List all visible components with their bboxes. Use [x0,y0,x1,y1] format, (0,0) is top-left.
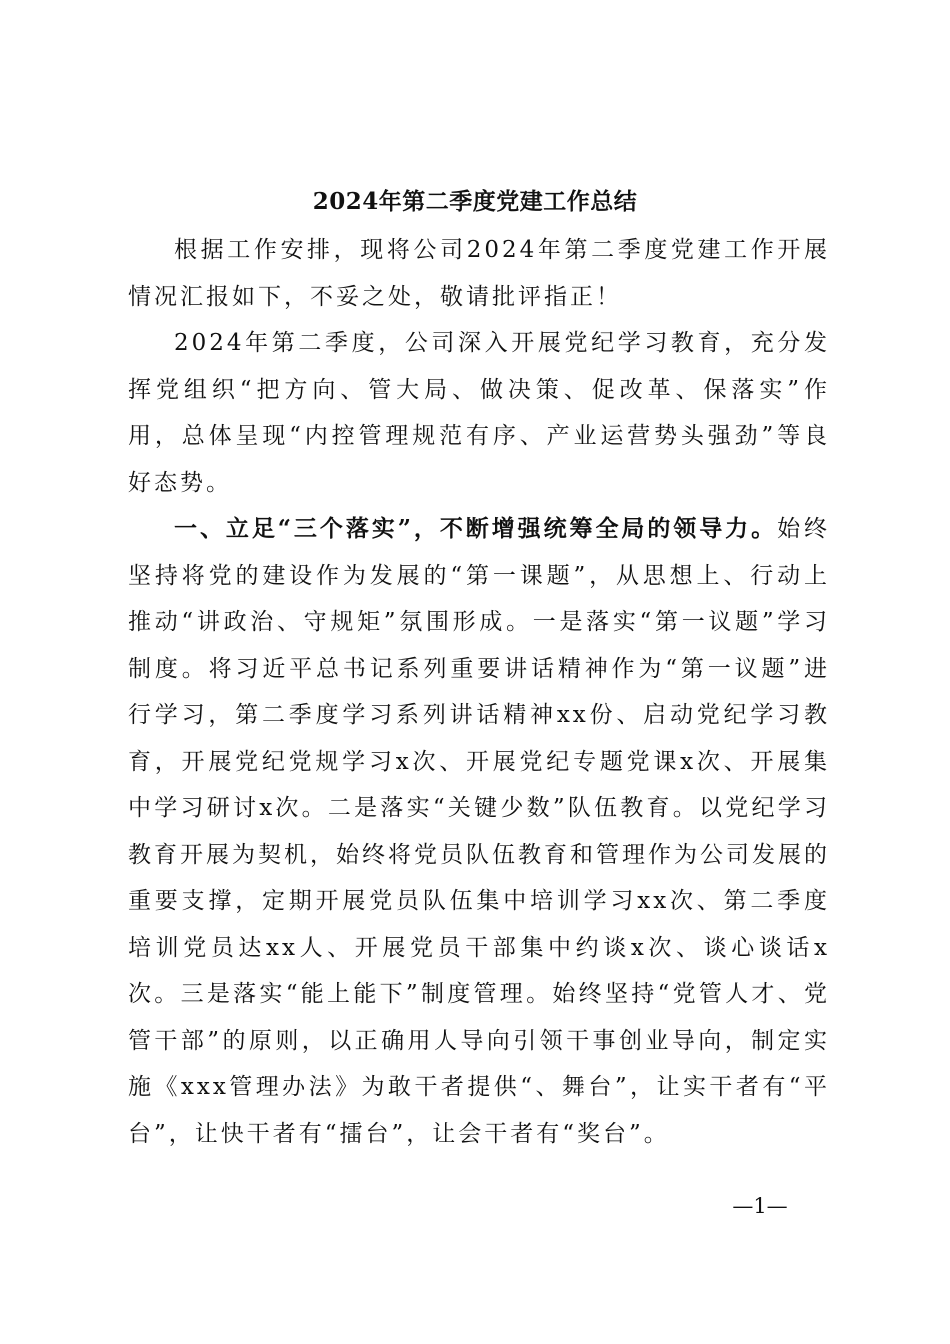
section-one [128,506,830,1157]
overview-paragraph-block [128,320,830,506]
page-number: —1— [732,1194,788,1218]
section-one-heading: 一、立足“三个落实”，不断增强统筹全局的领导力。 [174,515,778,542]
section-one-body: 始终坚持将党的建设作为发展的“第一课题”，从思想上、行动上推动“讲政治、守规矩”氛围形成。一是落实“第一议题”学习制度。将习近平总书记系列重要讲话精神作为“第一议题”进行学习，第二季度学习系列讲话精神xx份、启动党纪学习教育，开展党纪党规学习x次、开展党纪专题党课x次、开展集中学习研讨x次。二是落实“关键少数”队伍教育。以党纪学习教育开展为契机，始终将党员队伍教育和管理作为公司发展的重要支撑，定期开展党员队伍集中培训学习xx次、第二季度培训党员达xx人、开展党员干部集中约谈x次、谈心谈话x次。三是落实“能上能下”制度管理。始终坚持“党管人才、党管干部”的原则，以正确用人导向引领干事创业导向，制定实施《xxx管理办法》为敢干者提供“、舞台”，让实干者有“平台”，让快干者有“擂台”，让会干者有“奖台”。 [128,516,831,1147]
overview-paragraph: 2024年第二季度，公司深入开展党纪学习教育，充分发挥党组织“把方向、管大局、做决策、促改革、保落实”作用，总体呈现“内控管理规范有序、产业运营势头强劲”等良好态势。 [128,330,830,496]
intro-paragraph: 根据工作安排，现将公司2024年第二季度党建工作开展情况汇报如下，不妥之处，敬请批评指正！ [128,237,830,310]
document-title: 2024年第二季度党建工作总结 [312,188,638,215]
section-one-paragraph [128,506,830,1157]
intro-paragraph-block [128,227,830,320]
